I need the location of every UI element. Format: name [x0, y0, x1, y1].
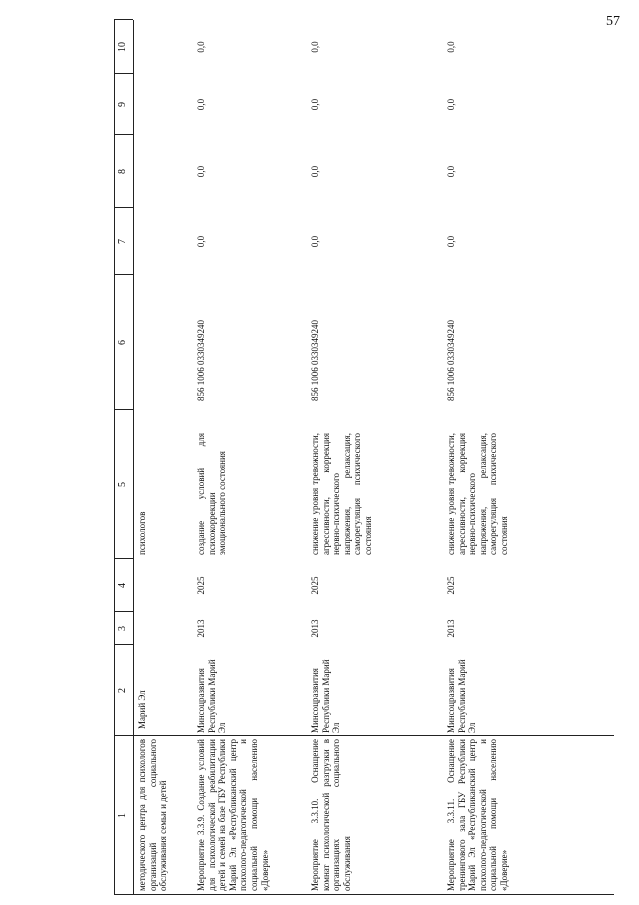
row-1-col-2: Минсоцразвития Республики Марий Эл — [196, 659, 228, 733]
page-number: 57 — [606, 14, 620, 29]
row-2-col-2: Минсоцразвития Республики Марий Эл — [310, 659, 342, 733]
row-2-col-3: 2013 — [310, 619, 320, 638]
row-3-col-8: 0,0 — [446, 165, 456, 178]
col-header-3: 3 — [117, 626, 128, 631]
row-1-col-4: 2025 — [196, 576, 206, 595]
row-3-col-7: 0,0 — [446, 235, 456, 248]
col-header-8: 8 — [117, 169, 128, 174]
row-3-col-2: Минсоцразвития Республики Марий Эл — [446, 659, 478, 733]
row-0-col-2: Марий Эл — [137, 690, 147, 729]
col-border — [114, 735, 614, 736]
row-3-col-5: снижение уровня тревожности, агрессивности, коррекция нервно-психического напряжения, релаксация, саморегуляция психического состояния — [446, 433, 509, 555]
row-1-col-6: 856 1006 0330349240 — [196, 320, 206, 401]
row-0-col-1: методического центра для психологов организаций социального обслуживания семьи и детей — [137, 739, 169, 891]
col-header-7: 7 — [117, 239, 128, 244]
row-3-col-10: 0,0 — [446, 41, 456, 53]
row-2-col-7: 0,0 — [310, 235, 320, 248]
col-header-6: 6 — [117, 340, 128, 345]
row-3-col-4: 2025 — [446, 576, 456, 595]
row-2-col-5: снижение уровня тревожности, агрессивности, коррекция нервно-психического напряжения, релаксация, саморегуляция психического состояния — [310, 433, 373, 555]
row-2-col-1: Мероприятие 3.3.10. Оснащение комнат психологической разгрузки в организациях социального обслуживания — [310, 739, 352, 891]
col-header-10: 10 — [117, 42, 128, 52]
row-2-col-8: 0,0 — [310, 165, 320, 178]
row-2-col-9: 0,0 — [310, 98, 320, 111]
row-2-col-10: 0,0 — [310, 41, 320, 53]
row-1-col-7: 0,0 — [196, 235, 206, 248]
row-1-col-3: 2013 — [196, 619, 206, 638]
row-1-col-9: 0,0 — [196, 98, 206, 111]
rotated-table — [114, 20, 614, 895]
row-1-col-1: Мероприятие 3.3.9. Создание условий для психологической реабилитации детей и семей на базе ГБУ Республики Марий Эл «Республиканский центр психолого-педагогической и социальной помощи населению «Доверие» — [196, 739, 270, 891]
row-3-col-1: Мероприятие 3.3.11. Оснащение тренингового зала ГБУ Республики Марий Эл «Республиканский центр психолого-педагогической и социальной помощи населению «Доверие» — [446, 739, 509, 891]
col-header-4: 4 — [117, 583, 128, 588]
row-1-col-10: 0,0 — [196, 41, 206, 53]
row-3-col-9: 0,0 — [446, 98, 456, 111]
col-header-5: 5 — [117, 482, 128, 487]
row-2-col-6: 856 1006 0330349240 — [310, 320, 320, 401]
col-border — [114, 894, 614, 895]
col-header-1: 1 — [117, 813, 128, 818]
row-3-col-3: 2013 — [446, 619, 456, 638]
row-3-col-6: 856 1006 0330349240 — [446, 320, 456, 401]
col-header-9: 9 — [117, 102, 128, 107]
col-header-2: 2 — [117, 688, 128, 693]
row-1-col-8: 0,0 — [196, 165, 206, 178]
row-1-col-5: создание условий для психокоррекции эмоционального состояния — [196, 433, 228, 555]
row-0-col-5: психологов — [137, 511, 147, 555]
row-2-col-4: 2025 — [310, 576, 320, 595]
header-row-border — [133, 20, 134, 895]
